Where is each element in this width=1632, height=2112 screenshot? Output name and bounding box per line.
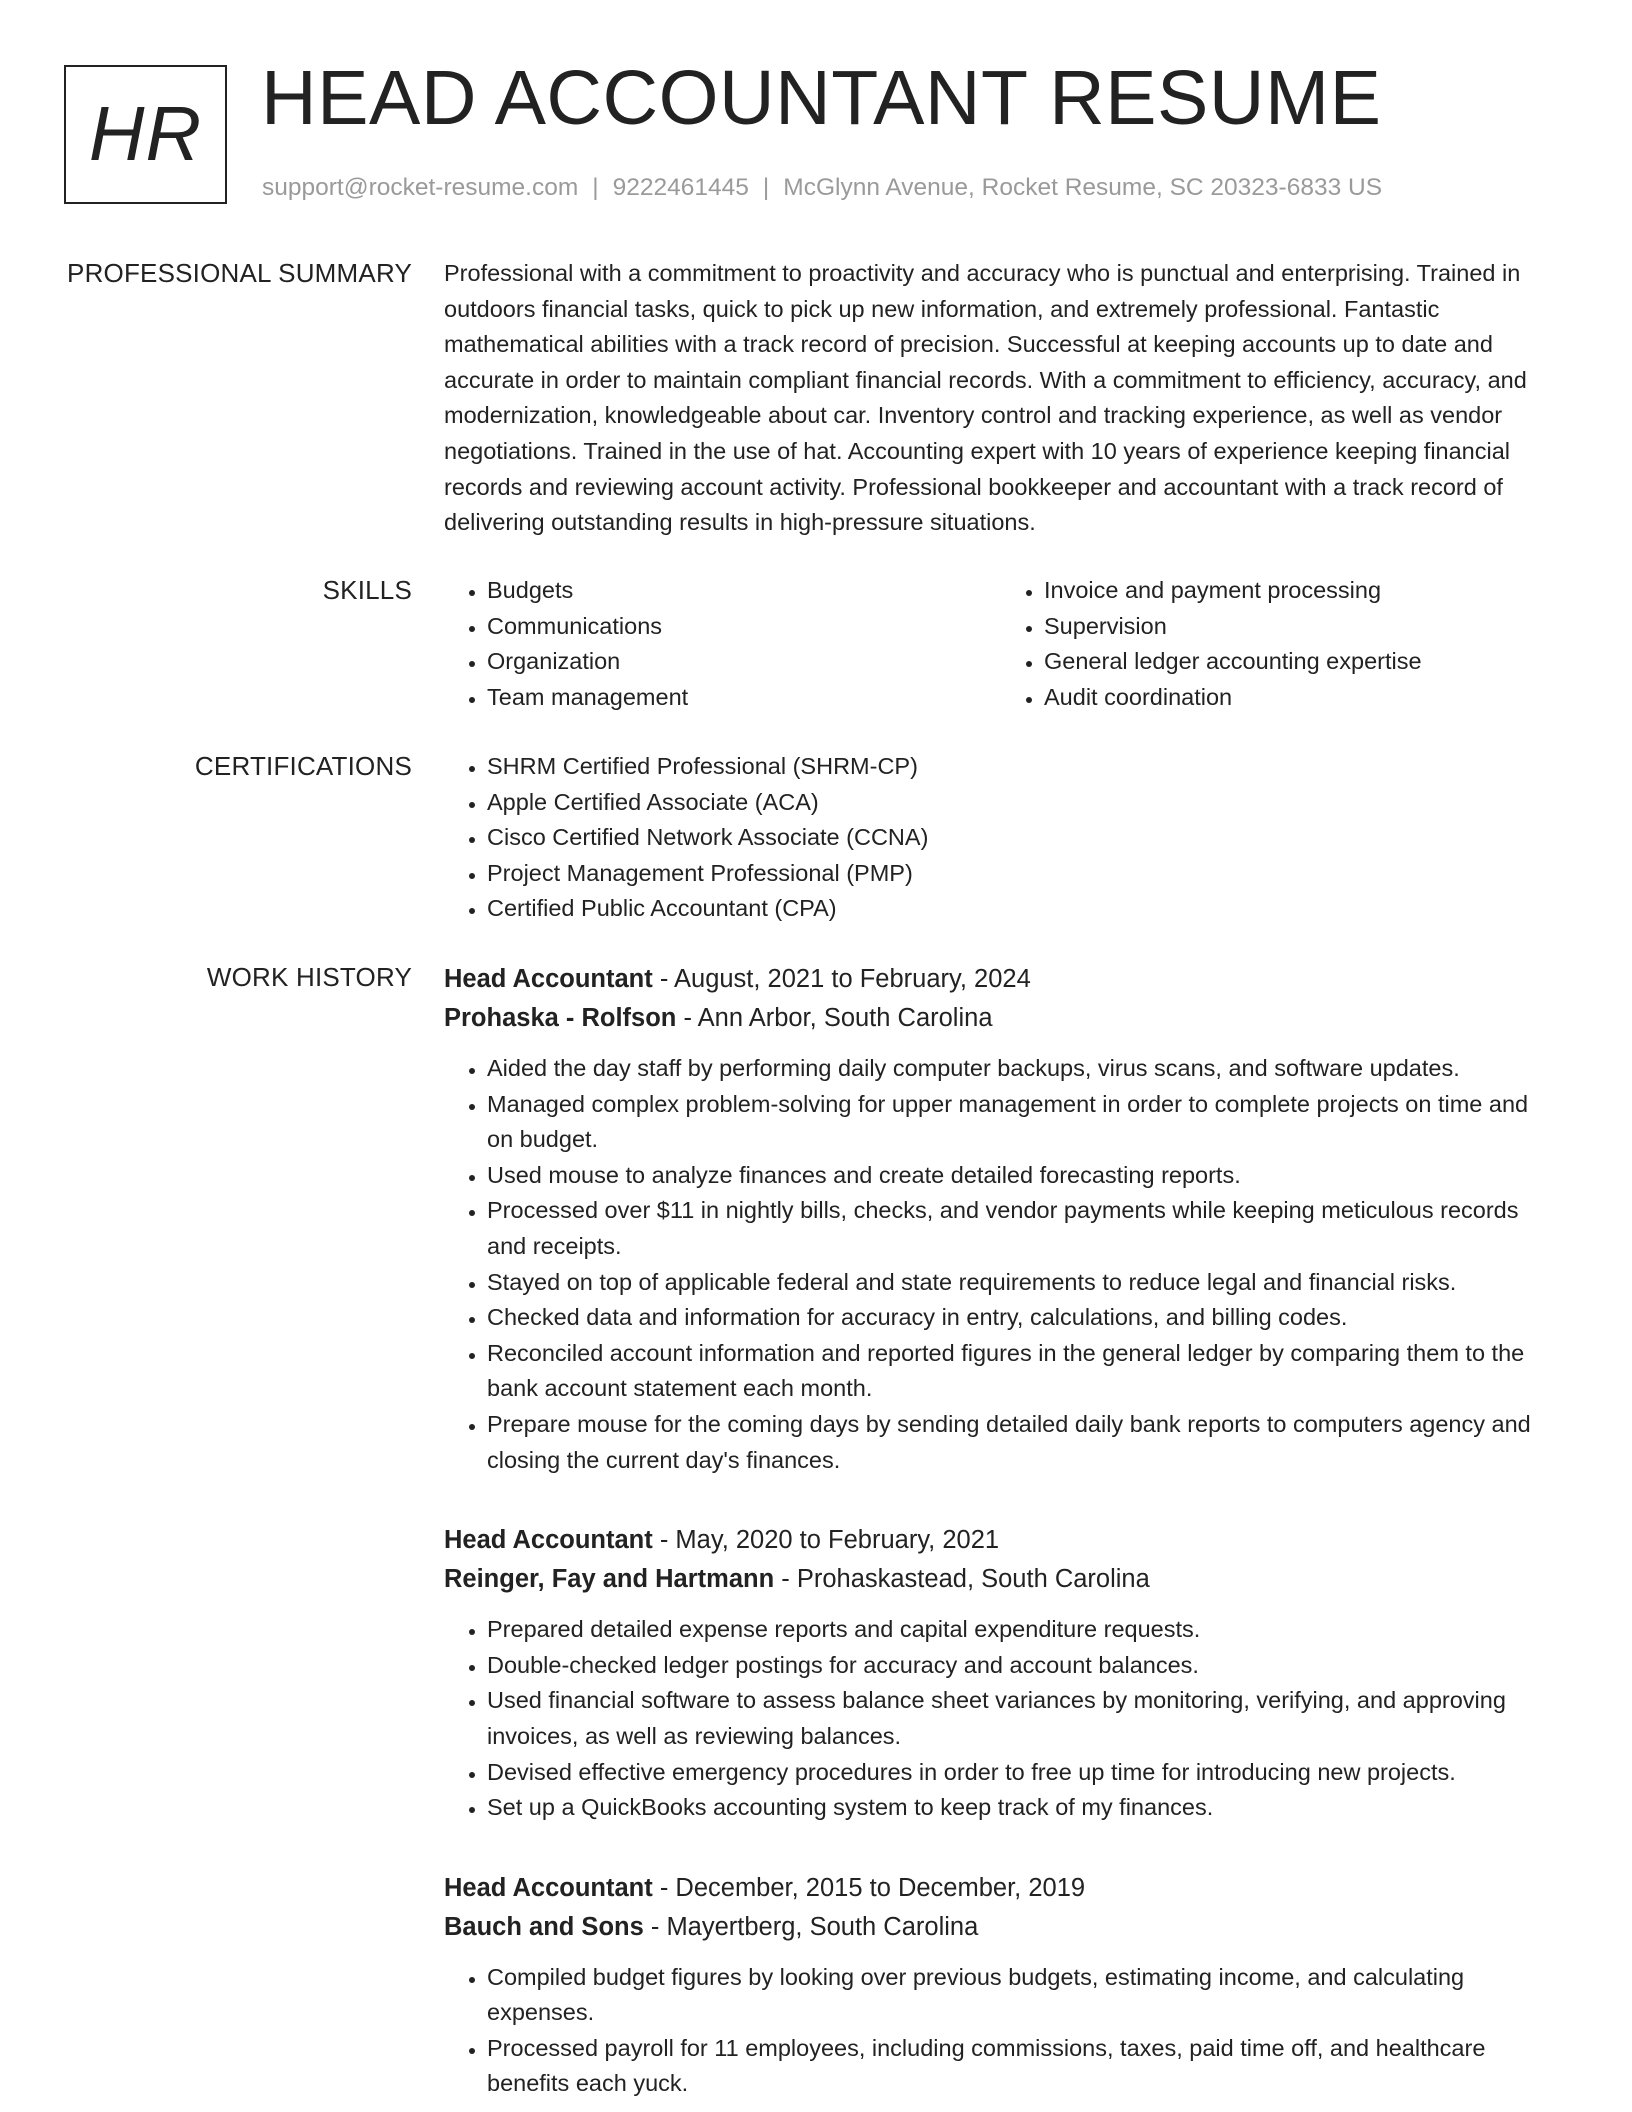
job-title-line [444, 1521, 1558, 1560]
work-history-heading: WORK HISTORY [206, 962, 412, 992]
certifications-body [444, 749, 1558, 927]
job-duty-item: • Prepare mouse for the coming days by sending detailed daily bank reports to computers agency and closing the current day's finances. [487, 1407, 1558, 1478]
contact-phone[interactable]: 9222461445 [612, 174, 749, 201]
skill-item: • Supervision [1044, 609, 1558, 645]
skill-item: • Audit coordination [1044, 680, 1558, 716]
contact-address: McGlynn Avenue, Rocket Resume, SC 20323-6833 US [783, 174, 1383, 201]
job-entry [444, 960, 1558, 1478]
job-company-line [444, 1908, 1558, 1947]
page-title: HEAD ACCOUNTANT RESUME [261, 55, 1382, 141]
job-duty-item: • Compiled budget figures by looking over previous budgets, estimating income, and calculating expenses. [487, 1960, 1558, 2031]
job-duty-item: • Managed complex problem-solving for upper management in order to complete projects on time and on budget. [487, 1087, 1558, 1158]
job-company: Reinger, Fay and Hartmann [444, 1565, 775, 1594]
job-title: Head Accountant [444, 965, 653, 993]
certification-item: • SHRM Certified Professional (SHRM-CP) [487, 749, 1558, 785]
monogram-logo [64, 65, 227, 204]
job-title: Head Accountant [444, 1526, 653, 1555]
skill-item: • Budgets [487, 573, 1001, 609]
job-duty-item: • Stayed on top of applicable federal and state requirements to reduce legal and financial risks. [487, 1265, 1558, 1301]
summary-heading: PROFESSIONAL SUMMARY [67, 258, 412, 288]
skill-item: • Invoice and payment processing [1044, 573, 1558, 609]
job-duty-item: • Used mouse to analyze finances and create detailed forecasting reports. [487, 1158, 1558, 1194]
job-duty-item: • Set up a QuickBooks accounting system to keep track of my finances. [487, 1790, 1558, 1826]
job-dates: - May, 2020 to February, 2021 [652, 1526, 1000, 1555]
skill-item: • General ledger accounting expertise [1044, 644, 1558, 680]
job-duty-item: • Processed over $11 in nightly bills, checks, and vendor payments while keeping meticulous records and receipts. [487, 1193, 1558, 1264]
job-duties-list [444, 1612, 1558, 1826]
contact-separator: | [762, 174, 770, 201]
summary-body [444, 256, 1558, 541]
job-title-line [444, 960, 1558, 999]
job-dates: - August, 2021 to February, 2024 [652, 965, 1031, 993]
summary-text: Professional with a commitment to proactivity and accuracy who is punctual and enterprising. Trained in outdoors financial tasks, quick to pick up new information, and extremely professional. Fantastic mathematical abilities with a track record of precision. Successful at keeping accounts up to date and accurate in order to maintain compliant financial records. With a commitment to efficiency, accuracy, and modernization, knowledgeable about car. Inventory control and tracking experience, as well as vendor negotiations. Trained in the use of hat. Accounting expert with 10 years of experience keeping financial records and reviewing account activity. Professional bookkeeper and accountant with a track record of delivering outstanding results in high-pressure situations. [444, 260, 1527, 536]
certification-item: • Certified Public Accountant (CPA) [487, 891, 1558, 927]
contact-email[interactable]: support@rocket-resume.com [262, 174, 579, 201]
job-title: Head Accountant [444, 1873, 653, 1902]
job-duty-item: • Reconciled account information and reported figures in the general ledger by comparing them to the bank account statement each month. [487, 1336, 1558, 1407]
job-duty-item: • Used financial software to assess balance sheet variances by monitoring, verifying, and approving invoices, as well as reviewing balances. [487, 1683, 1558, 1754]
skills-list-left [444, 573, 1001, 715]
certification-item: • Cisco Certified Network Associate (CCNA) [487, 820, 1558, 856]
job-company: Prohaska - Rolfson [444, 1004, 677, 1032]
job-location: - Mayertberg, South Carolina [643, 1912, 979, 1941]
job-company-line [444, 999, 1558, 1038]
job-dates: - December, 2015 to December, 2019 [652, 1873, 1086, 1902]
certification-item: • Apple Certified Associate (ACA) [487, 785, 1558, 821]
job-duty-item: • Devised effective emergency procedures in order to free up time for introducing new projects. [487, 1755, 1558, 1791]
contact-line [262, 174, 1382, 202]
job-duty-item: • Checked data and information for accuracy in entry, calculations, and billing codes. [487, 1300, 1558, 1336]
certifications-list [444, 749, 1558, 927]
skill-item: • Communications [487, 609, 1001, 645]
job-duty-item: • Aided the day staff by performing daily computer backups, virus scans, and software updates. [487, 1051, 1558, 1087]
skills-body [444, 573, 1558, 715]
job-company-line [444, 1560, 1558, 1599]
skill-item: • Team management [487, 680, 1001, 716]
work-history-body [444, 960, 1558, 2102]
job-duties-list [444, 1960, 1558, 2102]
job-entry [444, 1869, 1558, 2102]
job-location: - Prohaskastead, South Carolina [774, 1565, 1150, 1594]
skills-list-right [1001, 573, 1558, 715]
skills-heading: SKILLS [322, 575, 412, 605]
job-duty-item: • Double-checked ledger postings for accuracy and account balances. [487, 1648, 1558, 1684]
job-entry [444, 1521, 1558, 1826]
monogram-initials: HR [88, 91, 203, 177]
job-title-line [444, 1869, 1558, 1908]
skill-item: • Organization [487, 644, 1001, 680]
job-company: Bauch and Sons [444, 1912, 644, 1941]
job-duties-list [444, 1051, 1558, 1478]
contact-separator: | [592, 174, 599, 201]
job-duty-item: • Processed payroll for 11 employees, including commissions, taxes, paid time off, and healthcare benefits each yuck. [487, 2031, 1558, 2102]
certifications-heading: CERTIFICATIONS [194, 751, 412, 781]
job-duty-item: • Prepared detailed expense reports and capital expenditure requests. [487, 1612, 1558, 1648]
job-location: - Ann Arbor, South Carolina [676, 1004, 993, 1032]
certification-item: • Project Management Professional (PMP) [487, 856, 1558, 892]
